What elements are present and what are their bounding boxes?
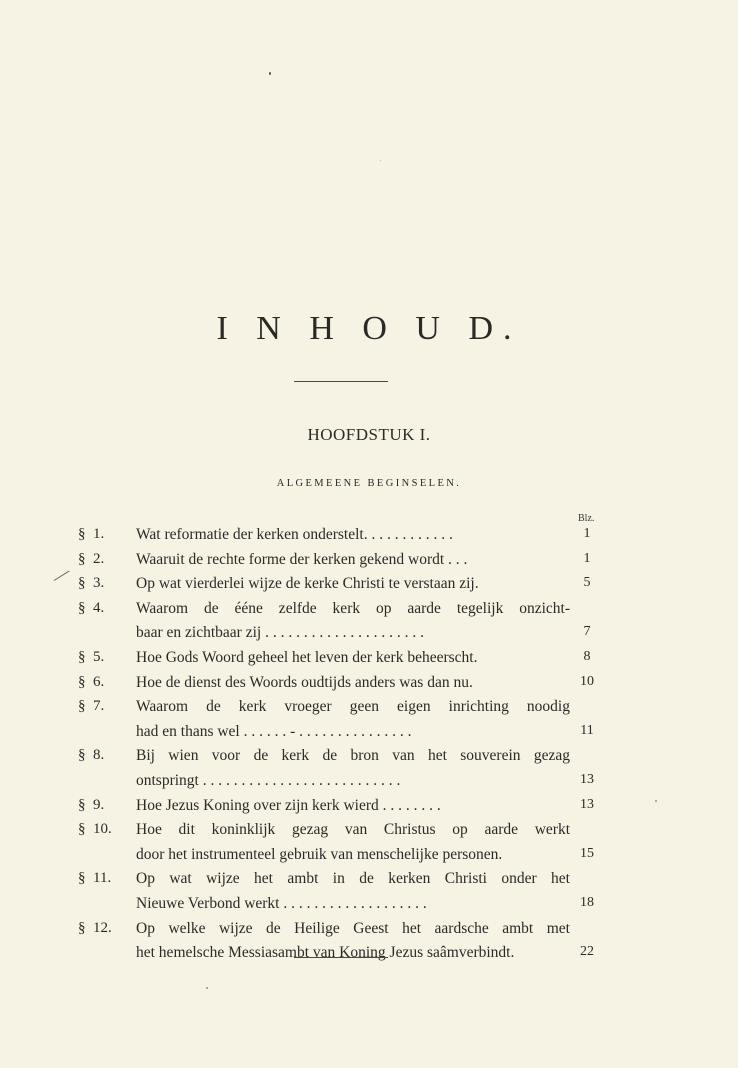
toc-line — [0, 723, 738, 747]
toc-line — [0, 895, 738, 919]
section-num: 7. — [93, 698, 105, 715]
section-num: 11. — [93, 870, 112, 887]
section-title-line: Wat reformatie der kerken onderstelt. . . . . . . . . . . . — [136, 526, 453, 543]
ink-speck — [269, 72, 271, 75]
section-sign: § — [78, 673, 86, 690]
section-title-line: Op wat wijze het ambt in de kerken Christi onder het — [136, 870, 570, 888]
section-number — [78, 919, 112, 937]
ink-speck — [206, 987, 208, 989]
section-sign: § — [78, 575, 86, 592]
section-title-line: Hoe Jezus Koning over zijn kerk wierd . . . . . . . . — [136, 796, 441, 814]
chapter-heading: HOOFDSTUK I. — [307, 425, 431, 444]
page-number: 22 — [580, 944, 594, 960]
section-title-line: Waarom de ééne zelfde kerk op aarde tegelijk onzicht- — [136, 599, 570, 617]
page-number: 18 — [580, 895, 594, 910]
section-title-line: Waarom de kerk vroeger geen eigen inrichting noodig — [136, 698, 570, 716]
section-num: 1. — [93, 526, 105, 542]
page-number: 1 — [583, 550, 591, 566]
section-sign: § — [78, 870, 86, 887]
toc-line — [0, 772, 738, 796]
toc-line — [0, 747, 738, 771]
section-number — [78, 550, 105, 568]
section-sign: § — [78, 747, 86, 764]
toc-line — [0, 698, 738, 722]
page-title: I N H O U D. — [216, 310, 522, 347]
section-sign: § — [78, 698, 86, 715]
section-num: 8. — [93, 747, 105, 764]
section-title-line: Hoe de dienst des Woords oudtijds anders was dan nu. — [136, 673, 473, 691]
section-number — [78, 747, 105, 764]
page-number: 7 — [583, 624, 591, 640]
toc-line — [0, 649, 738, 673]
section-number — [78, 673, 105, 691]
section-number — [78, 698, 105, 715]
page-number: 13 — [580, 796, 594, 812]
section-sign: § — [78, 649, 86, 665]
section-number — [78, 599, 105, 617]
toc-line — [0, 674, 738, 698]
toc-line — [0, 526, 738, 550]
toc-line — [0, 551, 738, 575]
section-title-line: Op wat vierderlei wijze de kerke Christi te verstaan zij. — [136, 575, 479, 593]
toc-line — [0, 575, 738, 599]
toc-line — [0, 870, 738, 894]
section-title-line: Nieuwe Verbond werkt . . . . . . . . . . . . . . . . . . . — [136, 895, 427, 912]
section-title-line: Hoe dit koninklijk gezag van Christus op aarde werkt — [136, 821, 570, 839]
section-title-line: Op welke wijze de Heilige Geest het aardsche ambt met — [136, 919, 570, 937]
section-num: 4. — [93, 599, 105, 616]
end-rule — [294, 957, 388, 958]
section-number — [78, 526, 105, 543]
section-num: 12. — [93, 919, 112, 936]
page-number: 5 — [583, 575, 591, 591]
section-num: 2. — [93, 550, 105, 567]
section-title-line: het hemelsche Messiasambt van Koning Jezus saâmverbindt. — [136, 944, 515, 962]
chapter-subtitle: ALGEMEENE BEGINSELEN. — [276, 478, 462, 489]
section-sign: § — [78, 796, 86, 813]
page-number: 8 — [583, 649, 591, 664]
page-column-label: Blz. — [578, 513, 595, 524]
section-title-line: Hoe Gods Woord geheel het leven der kerk beheerscht. — [136, 649, 478, 666]
section-number — [78, 870, 112, 887]
section-num: 5. — [93, 649, 105, 665]
toc-line — [0, 821, 738, 845]
page-number: 13 — [580, 772, 594, 787]
section-sign: § — [78, 526, 86, 542]
title-rule — [294, 381, 388, 382]
toc-line — [0, 846, 738, 870]
page-number: 15 — [580, 845, 594, 861]
section-number — [78, 649, 105, 666]
toc-line — [0, 920, 738, 944]
section-number — [78, 821, 112, 838]
section-sign: § — [78, 821, 86, 838]
section-num: 10. — [93, 821, 112, 838]
section-sign: § — [78, 550, 86, 567]
section-title-line: door het instrumenteel gebruik van menschelijke personen. — [136, 845, 503, 863]
section-title-line: Waaruit de rechte forme der kerken gekend wordt . . . — [136, 550, 468, 568]
section-title-line: had en thans wel . . . . . . - . . . . . . . . . . . . . . . — [136, 722, 412, 740]
section-sign: § — [78, 919, 86, 936]
toc-line — [0, 600, 738, 624]
section-num: 9. — [93, 796, 105, 813]
section-num: 6. — [93, 673, 105, 690]
page-number: 10 — [580, 673, 594, 689]
section-number — [78, 796, 105, 814]
section-title-line: baar en zichtbaar zij . . . . . . . . . . . . . . . . . . . . . — [136, 624, 424, 642]
section-number — [78, 575, 105, 592]
section-num: 3. — [93, 575, 105, 592]
page-number: 1 — [583, 526, 591, 541]
page-number: 11 — [580, 722, 594, 738]
toc-line — [0, 797, 738, 821]
ink-speck — [380, 160, 381, 161]
section-title-line: ontspringt . . . . . . . . . . . . . . . . . . . . . . . . . . — [136, 772, 401, 789]
section-title-line: Bij wien voor de kerk de bron van het souverein gezag — [136, 747, 570, 765]
section-sign: § — [78, 599, 86, 616]
toc-line — [0, 624, 738, 648]
